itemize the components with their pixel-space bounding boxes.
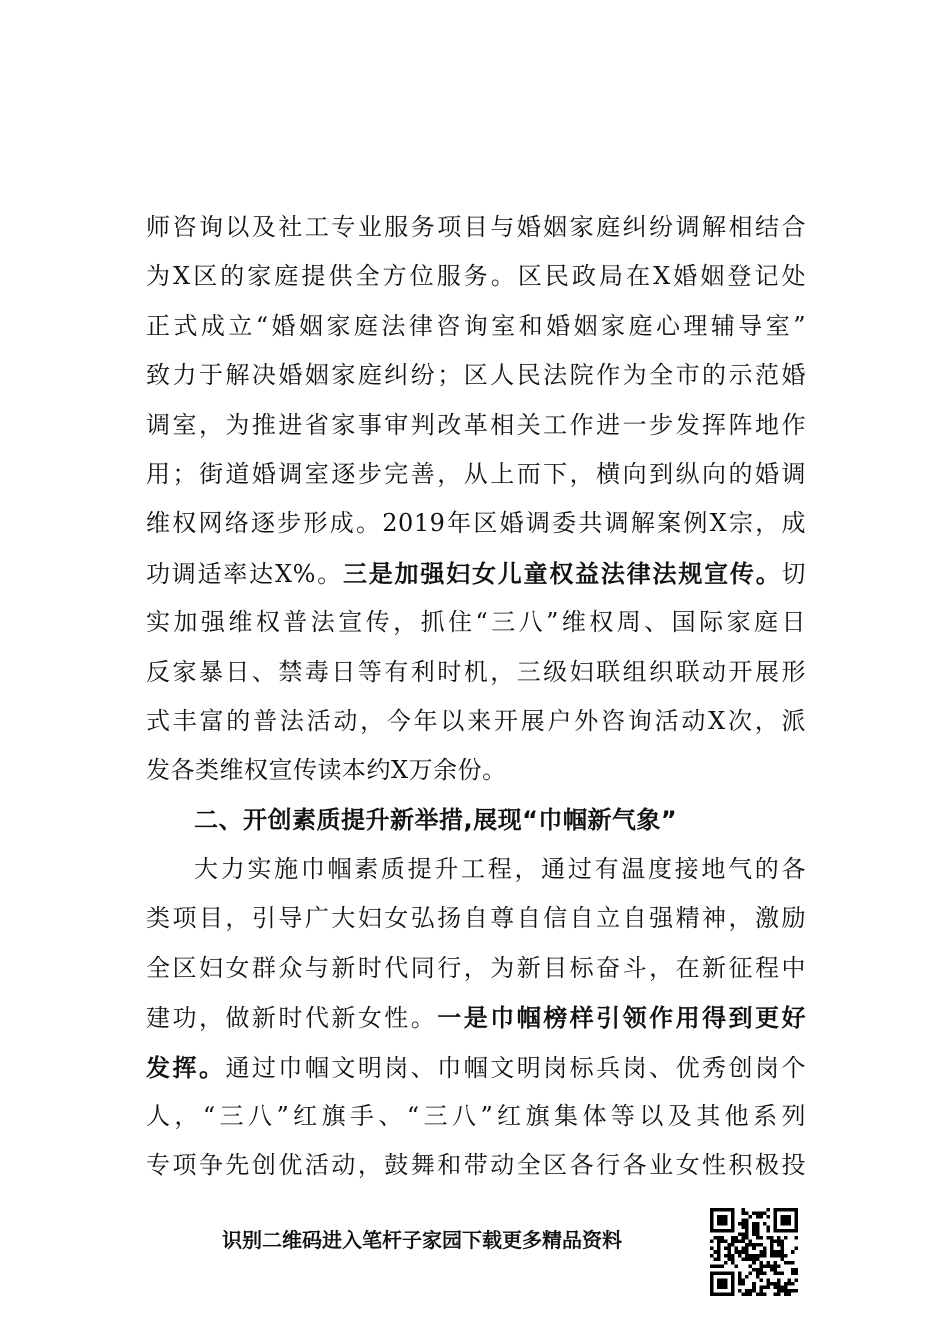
page-footer [0,1208,950,1298]
paragraph-line: 式丰富的普法活动，今年以来开展户外咨询活动X次，派 [146,706,806,735]
paragraph-line: 实加强维权普法宣传，抓住“三八”维权周、国际家庭日 [146,608,806,637]
paragraph-line: 专项争先创优活动，鼓舞和带动全区各行各业女性积极投 [146,1151,806,1180]
qr-code-icon[interactable] [710,1208,798,1296]
line-text: 通过巾帼文明岗、巾帼文明岗标兵岗、优秀创岗个 [225,1053,806,1082]
paragraph-line: 用；街道婚调室逐步完善，从上而下，横向到纵向的婚调 [146,459,806,488]
emphasis-text: 三是加强妇女儿童权益法律法规宣传。 [342,558,782,588]
section-heading: 二、开创素质提升新举措,展现“巾帼新气象” [194,805,678,834]
paragraph-line: 调室，为推进省家事审判改革相关工作进一步发挥阵地作 [146,410,806,439]
paragraph-line: 人，“三八”红旗手、“三八”红旗集体等以及其他系列 [146,1102,806,1131]
paragraph-line [146,549,806,598]
emphasis-text: 一是巾帼榜样引领作用得到更好 [437,1003,807,1033]
paragraph-line [146,993,806,1042]
paragraph-line [146,1043,806,1092]
paragraph-line: 大力实施巾帼素质提升工程，通过有温度接地气的各 [194,855,806,884]
paragraph-line: 全区妇女群众与新时代同行，为新目标奋斗，在新征程中 [146,953,806,982]
paragraph-line: 反家暴日、禁毒日等有利时机，三级妇联组织联动开展形 [146,657,806,686]
line-text: 建功，做新时代新女性。 [146,1004,438,1033]
paragraph-line: 致力于解决婚姻家庭纠纷；区人民法院作为全市的示范婚 [146,361,806,390]
paragraph-line: 师咨询以及社工专业服务项目与婚姻家庭纠纷调解相结合 [146,213,806,241]
footer-promo-text: 识别二维码进入笔杆子家园下载更多精品资料 [222,1228,622,1252]
paragraph-line: 维权网络逐步形成。2019年区婚调委共调解案例X宗，成 [146,509,806,538]
paragraph-line: 类项目，引导广大妇女弘扬自尊自信自立自强精神，激励 [146,904,806,933]
line-text: 切 [781,559,807,588]
emphasis-text: 发挥。 [146,1052,226,1082]
paragraph-line: 发各类维权宣传读本约X万余份。 [146,756,507,785]
document-body [146,203,806,1191]
paragraph-line: 正式成立“婚姻家庭法律咨询室和婚姻家庭心理辅导室” [146,311,806,340]
line-text: 功调适率达X%。 [146,559,343,588]
paragraph-line: 为X区的家庭提供全方位服务。区民政局在X婚姻登记处 [146,262,806,291]
